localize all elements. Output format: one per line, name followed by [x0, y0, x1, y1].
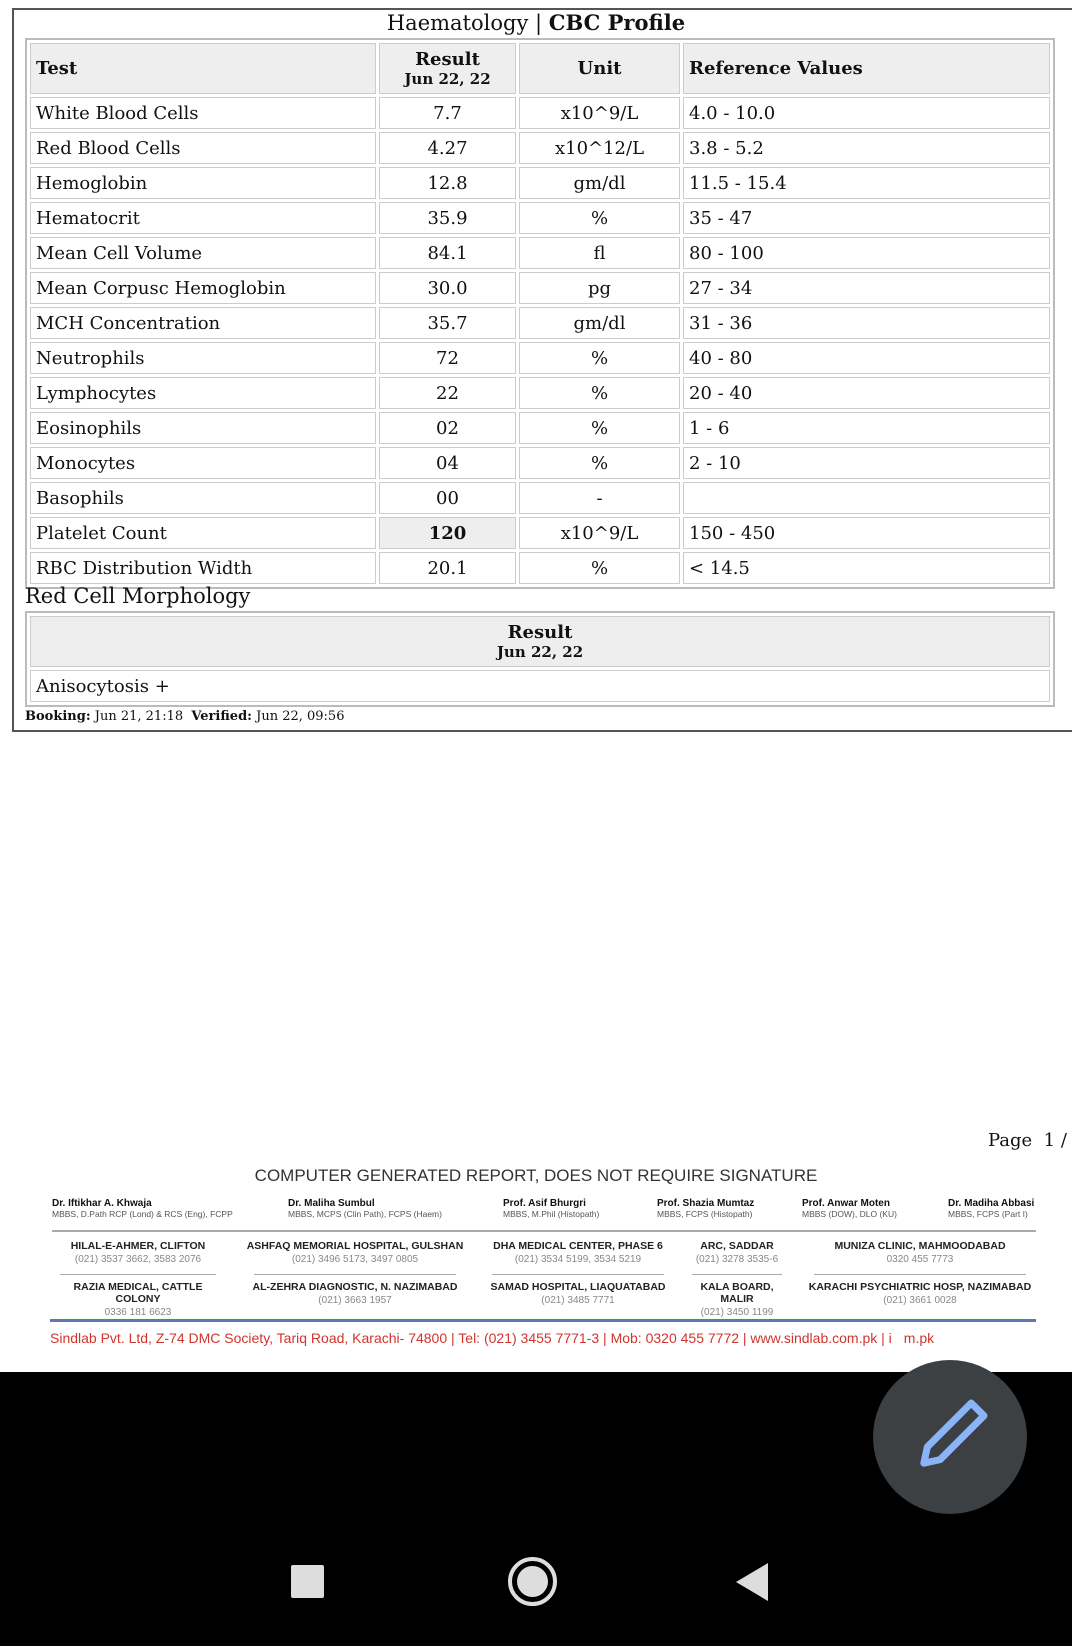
reference-value: 80 - 100 [683, 237, 1050, 269]
booking-info [25, 709, 344, 724]
branch-phone: (021) 3534 5199, 3534 5219 [514, 1254, 642, 1265]
result-value: 35.9 [379, 202, 516, 234]
unit-value: % [519, 412, 680, 444]
reference-value: 3.8 - 5.2 [683, 132, 1050, 164]
branch-phone: (021) 3663 1957 [318, 1295, 392, 1306]
branch-location [684, 1240, 790, 1265]
branch-name: KARACHI PSYCHIATRIC HOSP, NAZIMABAD [808, 1281, 1032, 1293]
result-value: 20.1 [379, 552, 516, 584]
report-title [0, 10, 1072, 35]
back-button[interactable] [736, 1563, 768, 1601]
test-name: Basophils [30, 482, 376, 514]
test-name: RBC Distribution Width [30, 552, 376, 584]
header-result-date: Jun 22, 22 [404, 70, 491, 88]
branch-name: KALA BOARD, MALIR [700, 1281, 774, 1305]
result-value: 00 [379, 482, 516, 514]
doctor-name: Prof. Asif Bhurgri [503, 1198, 586, 1209]
footer-address [50, 1330, 934, 1346]
reference-value: 4.0 - 10.0 [683, 97, 1050, 129]
address-text: Sindlab Pvt. Ltd, Z-74 DMC Society, Tariq Road, Karachi- 74800 | Tel: (021) 3455 7771-3 | Mob: 0320 455 7772 | www.sindlab.com.pk | i [50, 1330, 892, 1346]
test-name: Mean Corpusc Hemoglobin [30, 272, 376, 304]
branch-phone: (021) 3496 5173, 3497 0805 [291, 1254, 419, 1265]
branch-name: AL-ZEHRA DIAGNOSTIC, N. NAZIMABAD [252, 1281, 458, 1293]
doctor-credit [802, 1198, 897, 1220]
branch-location [806, 1281, 1034, 1306]
doctor-qualification: MBBS, FCPS (Histopath) [657, 1209, 753, 1219]
result-value: 35.7 [379, 307, 516, 339]
table-row [30, 202, 1050, 234]
branch-location [246, 1281, 464, 1306]
recents-button[interactable] [291, 1565, 324, 1598]
doctor-credit [657, 1198, 754, 1220]
reference-value [683, 482, 1050, 514]
doctor-qualification: MBBS, FCPS (Part I) [948, 1209, 1028, 1219]
doctor-name: Prof. Shazia Mumtaz [657, 1198, 755, 1209]
unit-value: % [519, 202, 680, 234]
test-name: Hemoglobin [30, 167, 376, 199]
branch-name: RAZIA MEDICAL, CATTLE COLONY [73, 1281, 203, 1305]
header-reference: Reference Values [683, 43, 1050, 94]
test-name: Monocytes [30, 447, 376, 479]
branch-phone: 0320 455 7773 [886, 1254, 954, 1265]
table-row [30, 97, 1050, 129]
edit-fab-button[interactable] [873, 1360, 1027, 1514]
result-value: 4.27 [379, 132, 516, 164]
section-name: Haematology [386, 11, 529, 35]
unit-value: gm/dl [519, 167, 680, 199]
doctor-name: Prof. Anwar Moten [802, 1198, 890, 1209]
divider [492, 1274, 664, 1275]
divider [60, 1274, 216, 1275]
result-value: 72 [379, 342, 516, 374]
result-value: 04 [379, 447, 516, 479]
divider [254, 1274, 456, 1275]
test-name: Platelet Count [30, 517, 376, 549]
doctor-qualification: MBBS, D.Path RCP (Lond) & RCS (Eng), FCPP [52, 1209, 233, 1219]
doctor-name: Dr. Madiha Abbasi [948, 1198, 1035, 1209]
reference-value: 1 - 6 [683, 412, 1050, 444]
header-result-label: Result [415, 49, 480, 70]
branch-location [484, 1240, 672, 1265]
branch-name: DHA MEDICAL CENTER, PHASE 6 [493, 1240, 663, 1252]
test-name: Red Blood Cells [30, 132, 376, 164]
unit-value: gm/dl [519, 307, 680, 339]
unit-value: x10^12/L [519, 132, 680, 164]
branch-location [52, 1240, 224, 1265]
reference-value: 35 - 47 [683, 202, 1050, 234]
doctor-credit [52, 1198, 233, 1220]
result-value: 7.7 [379, 97, 516, 129]
unit-value: % [519, 552, 680, 584]
branch-location [806, 1240, 1034, 1265]
divider [814, 1274, 1026, 1275]
table-row [30, 412, 1050, 444]
result-value: 02 [379, 412, 516, 444]
verified-time: Jun 22, 09:56 [256, 709, 345, 724]
branch-phone: (021) 3450 1199 [700, 1307, 774, 1318]
header-test: Test [30, 43, 376, 94]
unit-value: - [519, 482, 680, 514]
morphology-header [30, 616, 1050, 667]
table-row [30, 517, 1050, 549]
doctor-credit [948, 1198, 1034, 1220]
reference-value: 150 - 450 [683, 517, 1050, 549]
unit-value: pg [519, 272, 680, 304]
doctor-qualification: MBBS (DOW), DLO (KU) [802, 1209, 897, 1219]
result-value: 12.8 [379, 167, 516, 199]
unit-value: % [519, 342, 680, 374]
branch-location [246, 1240, 464, 1265]
booking-time: Jun 21, 21:18 [94, 709, 184, 724]
branch-name: MUNIZA CLINIC, MAHMOODABAD [834, 1240, 1006, 1252]
table-row [30, 307, 1050, 339]
pencil-icon [873, 1360, 1027, 1514]
table-row [30, 342, 1050, 374]
verified-label: Verified: [191, 709, 252, 724]
result-value: 22 [379, 377, 516, 409]
morphology-date: Jun 22, 22 [496, 643, 584, 661]
divider [692, 1274, 782, 1275]
test-name: White Blood Cells [30, 97, 376, 129]
branch-name: SAMAD HOSPITAL, LIAQUATABAD [490, 1281, 666, 1293]
title-separator: | [535, 11, 543, 35]
doctor-qualification: MBBS, M.Phil (Histopath) [503, 1209, 600, 1219]
branch-phone: 0336 181 6623 [104, 1307, 172, 1318]
home-button[interactable] [508, 1557, 557, 1606]
footer-notice: COMPUTER GENERATED REPORT, DOES NOT REQUIRE SIGNATURE [254, 1166, 818, 1185]
test-name: Lymphocytes [30, 377, 376, 409]
test-name: Mean Cell Volume [30, 237, 376, 269]
morphology-result-label: Result [507, 622, 573, 643]
footer-rule [50, 1319, 1036, 1322]
table-row [30, 237, 1050, 269]
reference-value: 20 - 40 [683, 377, 1050, 409]
reference-value: 11.5 - 15.4 [683, 167, 1050, 199]
page-indicator: Page 1 / [988, 1130, 1067, 1151]
booking-label: Booking: [25, 709, 91, 724]
cbc-table [25, 38, 1055, 589]
branch-location [684, 1281, 790, 1318]
result-value: 84.1 [379, 237, 516, 269]
header-result [379, 43, 516, 94]
branch-name: ARC, SADDAR [700, 1240, 774, 1252]
reference-value: 2 - 10 [683, 447, 1050, 479]
divider [52, 1230, 1036, 1232]
morphology-title: Red Cell Morphology [25, 584, 251, 608]
reference-value: < 14.5 [683, 552, 1050, 584]
doctor-name: Dr. Maliha Sumbul [288, 1198, 375, 1209]
result-value: 30.0 [379, 272, 516, 304]
doctor-name: Dr. Iftikhar A. Khwaja [52, 1198, 152, 1209]
test-name: Neutrophils [30, 342, 376, 374]
reference-value: 27 - 34 [683, 272, 1050, 304]
test-name: Eosinophils [30, 412, 376, 444]
address-tail: m.pk [903, 1330, 935, 1346]
table-row [30, 132, 1050, 164]
table-row [30, 552, 1050, 584]
unit-value: % [519, 377, 680, 409]
branch-phone: (021) 3661 0028 [883, 1295, 957, 1306]
unit-value: % [519, 447, 680, 479]
table-row [30, 482, 1050, 514]
unit-value: fl [519, 237, 680, 269]
reference-value: 40 - 80 [683, 342, 1050, 374]
doctor-qualification: MBBS, MCPS (Clin Path), FCPS (Haem) [288, 1209, 442, 1219]
unit-value: x10^9/L [519, 517, 680, 549]
morphology-value: Anisocytosis + [30, 670, 1050, 702]
branch-name: ASHFAQ MEMORIAL HOSPITAL, GULSHAN [246, 1240, 464, 1252]
table-row [30, 447, 1050, 479]
reference-value: 31 - 36 [683, 307, 1050, 339]
test-name: Hematocrit [30, 202, 376, 234]
header-unit: Unit [519, 43, 680, 94]
morphology-table [25, 611, 1055, 707]
profile-name: CBC Profile [548, 10, 686, 35]
branch-name: HILAL-E-AHMER, CLIFTON [70, 1240, 206, 1252]
branch-phone: (021) 3278 3535-6 [695, 1254, 779, 1265]
table-row [30, 167, 1050, 199]
test-name: MCH Concentration [30, 307, 376, 339]
branch-phone: (021) 3485 7771 [541, 1295, 615, 1306]
unit-value: x10^9/L [519, 97, 680, 129]
branch-location [52, 1281, 224, 1318]
result-value: 120 [379, 517, 516, 549]
branch-phone: (021) 3537 3662, 3583 2076 [74, 1254, 202, 1265]
table-row [30, 377, 1050, 409]
doctor-credit [503, 1198, 599, 1220]
doctor-credit [288, 1198, 442, 1220]
table-row [30, 272, 1050, 304]
branch-location [484, 1281, 672, 1306]
